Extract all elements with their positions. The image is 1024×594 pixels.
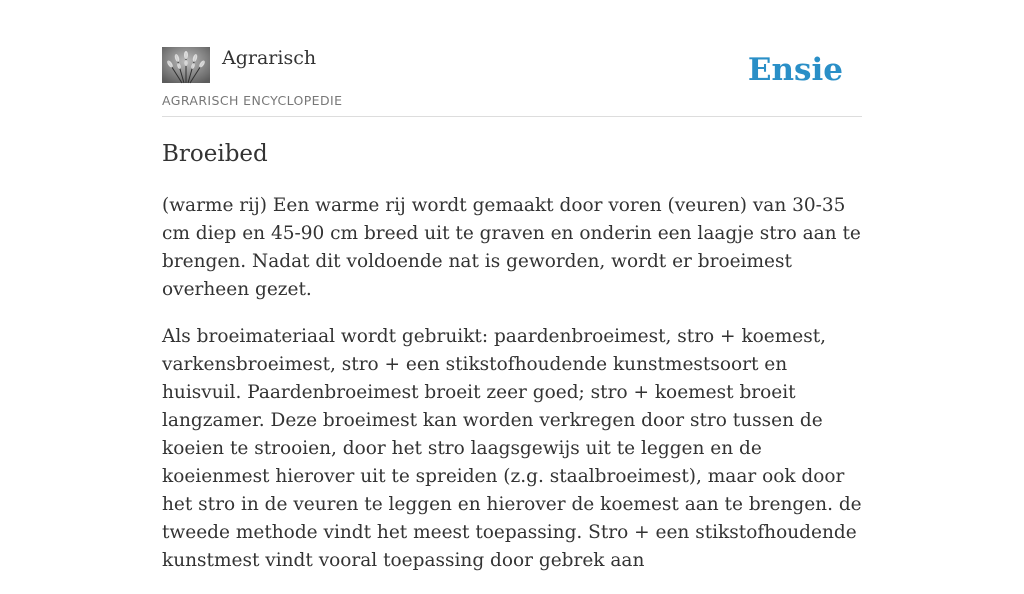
publication-name[interactable]: Agrarisch [222, 47, 317, 69]
brand-logo[interactable]: Ensie [747, 52, 843, 88]
publication-subtitle: AGRARISCH ENCYCLOPEDIE [162, 93, 343, 108]
wheat-icon[interactable] [162, 47, 210, 83]
article-paragraph: Als broeimateriaal wordt gebruikt: paardenbroeimest, stro + koemest, varkensbroeimest, stro + een stikstofhoudende kunstmestsoort en huisvuil. Paardenbroeimest broeit zeer goed; stro + koemest broeit langzamer. Deze broeimest kan worden verkregen door stro tussen de koeien te strooien, door het stro laagsgewijs uit te leggen en de koeienmest hierover uit te spreiden (z.g. staalbroeimest), maar ook door het stro in de veuren te leggen en hierover de koemest aan te brengen. de tweede methode vindt het meest toepassing. Stro + een stikstofhoudende kunstmest vindt vooral toepassing door gebrek aan [162, 326, 862, 571]
article-body [162, 192, 862, 594]
article-title: Broeibed [162, 141, 268, 167]
header [162, 44, 862, 117]
article-paragraph: (warme rij) Een warme rij wordt gemaakt door voren (veuren) van 30-35 cm diep en 45-90 cm breed uit te graven en onderin een laagje stro aan te brengen. Nadat dit voldoende nat is geworden, wordt er broeimest overheen gezet. [162, 195, 861, 300]
